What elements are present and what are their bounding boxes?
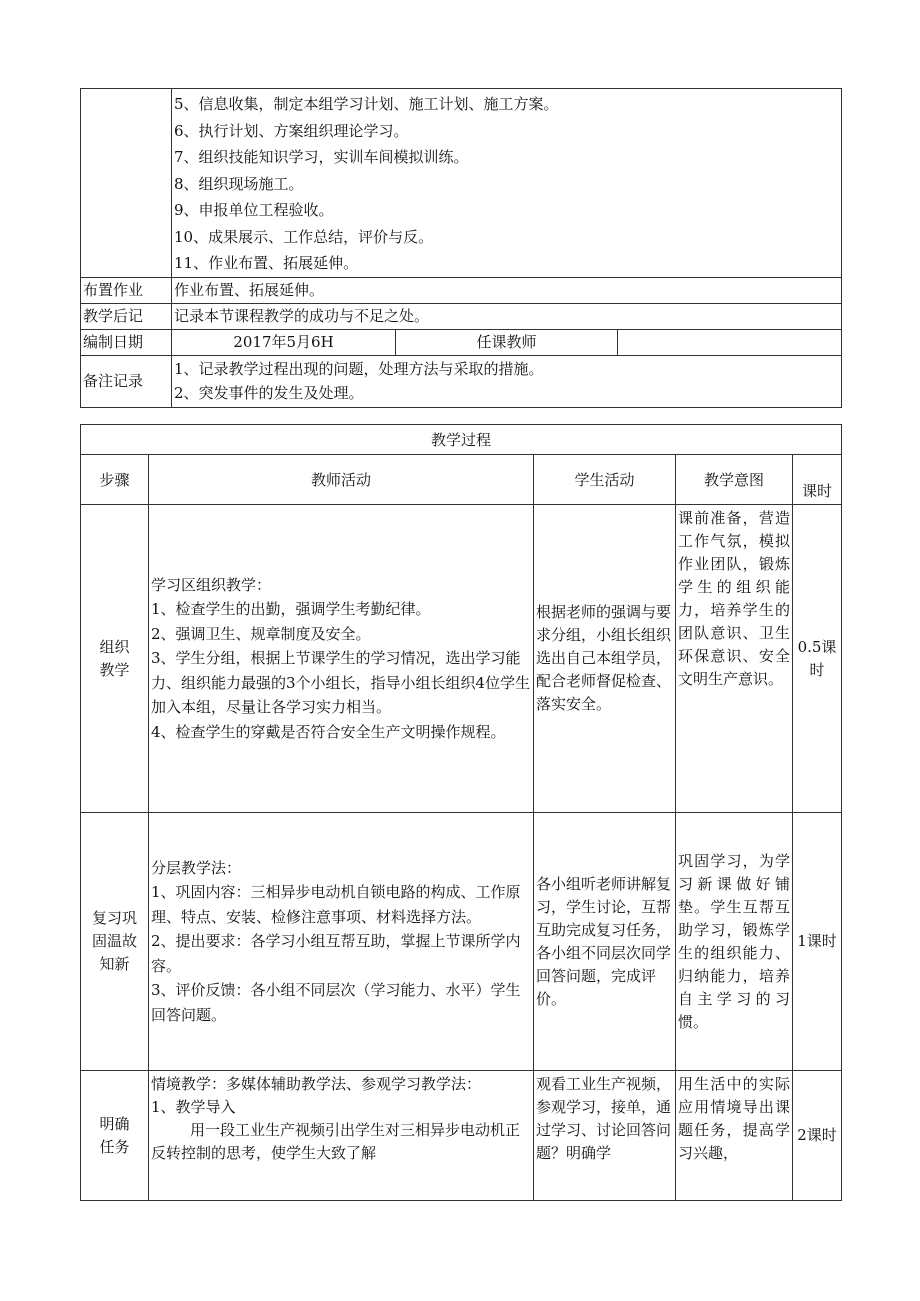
step-item: 5、信息收集，制定本组学习计划、施工计划、施工方案。 <box>174 95 559 113</box>
header-intent: 教学意图 <box>676 455 793 505</box>
notes-label: 备注记录 <box>81 355 172 407</box>
teacher-line: 1、教学导入 <box>151 1098 236 1116</box>
reflection-label: 教学后记 <box>81 303 172 329</box>
teacher-value <box>618 329 842 355</box>
teacher-line: 2、强调卫生、规章制度及安全。 <box>151 624 371 643</box>
row-hours: 1课时 <box>793 813 842 1071</box>
note-item: 1、记录教学过程出现的问题，处理方法与采取的措施。 <box>174 360 544 378</box>
note-item: 2、突发事件的发生及处理。 <box>174 384 364 402</box>
step-item: 7、组织技能知识学习，实训车间模拟训练。 <box>174 148 469 166</box>
process-title: 教学过程 <box>81 425 842 455</box>
header-teacher: 教师活动 <box>149 455 534 505</box>
row-step: 明确任务 <box>81 1071 149 1201</box>
row-hours: 0.5课时 <box>793 505 842 813</box>
steps-label-cell <box>81 89 172 278</box>
row-student-activity: 各小组听老师讲解复习，学生讨论，互帮互助完成复习任务，各小组不同层次同学回答问题，完成评价。 <box>534 813 676 1071</box>
row-hours: 2课时 <box>793 1071 842 1201</box>
header-student: 学生活动 <box>534 455 676 505</box>
teacher-line: 4、检查学生的穿戴是否符合安全生产文明操作规程。 <box>151 722 506 741</box>
row-intent: 课前准备，营造工作气氛，模拟作业团队，锻炼学生的组织能力，培养学生的团队意识、卫生环保意识、安全文明生产意识。 <box>676 505 793 813</box>
row-step: 复习巩固温故知新 <box>81 813 149 1071</box>
row-teacher-activity <box>149 813 534 1071</box>
header-step: 步骤 <box>81 455 149 505</box>
reflection-value: 记录本节课程教学的成功与不足之处。 <box>172 303 842 329</box>
homework-label: 布置作业 <box>81 277 172 303</box>
teacher-line: 3、评价反馈：各小组不同层次（学习能力、水平）学生回答问题。 <box>151 981 521 1024</box>
teacher-line: 2、提出要求：各学习小组互帮互助，掌握上节课所学内容。 <box>151 932 521 975</box>
step-item: 9、申报单位工程验收。 <box>174 201 334 219</box>
homework-value: 作业布置、拓展延伸。 <box>172 277 842 303</box>
teacher-line: 情境教学：多媒体辅助教学法、参观学习教学法： <box>151 1075 482 1093</box>
teacher-label: 任课教师 <box>396 329 618 355</box>
teacher-line: 学习区组织教学： <box>151 575 272 594</box>
row-step: 组织教学 <box>81 505 149 813</box>
row-teacher-activity <box>149 505 534 813</box>
notes-cell <box>172 355 842 407</box>
teacher-line: 分层教学法： <box>151 858 242 877</box>
course-summary-table <box>80 88 842 408</box>
date-value: 2017年5月6H <box>172 329 396 355</box>
teacher-line: 1、检查学生的出勤，强调学生考勤纪律。 <box>151 600 431 619</box>
row-student-activity: 根据老师的强调与要求分组，小组长组织选出自己本组学员，配合老师督促检查、落实安全。 <box>534 505 676 813</box>
steps-cell <box>172 89 842 278</box>
header-hours: 课时 <box>793 455 842 505</box>
teaching-process-table <box>80 424 842 1201</box>
row-student-activity: 观看工业生产视频，参观学习，接单，通过学习、讨论回答问题？明确学 <box>534 1071 676 1201</box>
teacher-line: 用一段工业生产视频引出学生对三相异步电动机正反转控制的思考，使学生大致了解 <box>151 1121 521 1162</box>
teacher-line: 1、巩固内容：三相异步电动机自锁电路的构成、工作原理、特点、安装、检修注意事项、材料选择方法。 <box>151 883 521 926</box>
row-teacher-activity <box>149 1071 534 1201</box>
row-intent: 巩固学习，为学习新课做好铺垫。学生互帮互助学习，锻炼学生的组织能力、归纳能力，培养自主学习的习惯。 <box>676 813 793 1071</box>
step-item: 10、成果展示、工作总结，评价与反。 <box>174 227 434 246</box>
step-item: 6、执行计划、方案组织理论学习。 <box>174 121 409 140</box>
teacher-line: 3、学生分组，根据上节课学生的学习情况，选出学习能力、组织能力最强的3个小组长，指导小组长组织4位学生加入本组，尽量让各学习实力相当。 <box>151 649 531 717</box>
row-intent: 用生活中的实际应用情境导出课题任务，提高学习兴趣， <box>676 1071 793 1201</box>
step-item: 11、作业布置、拓展延伸。 <box>174 254 359 272</box>
step-item: 8、组织现场施工。 <box>174 174 304 193</box>
date-label: 编制日期 <box>81 329 172 355</box>
